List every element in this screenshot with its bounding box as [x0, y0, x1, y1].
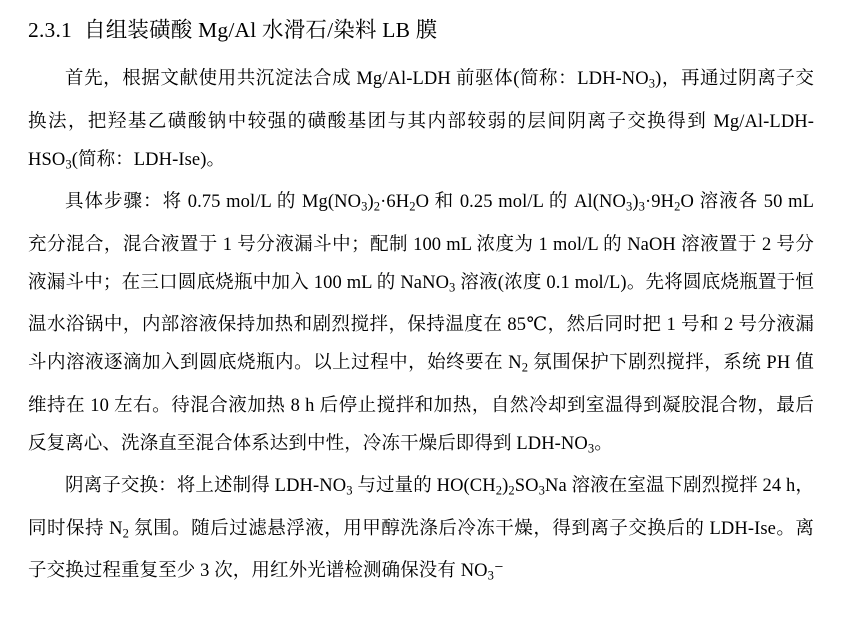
subscript: 2: [521, 360, 529, 375]
subscript: 2: [409, 199, 416, 214]
subscript: 3: [65, 157, 72, 172]
section-number: 2.3.1: [28, 18, 72, 42]
paragraph-p3: 阴离子交换：将上述制得 LDH-$NO_3$ 与过量的 $HO(CH_2)_2SO_3Na$ 溶液在室温下剧烈搅拌 24 h，同时保持 $N_2$ 氛围。随后过滤悬浮液，用甲醇洗涤后冷冻干燥，得到离子交换后的 LDH-Ise。离子交换过程重复至少 3 次，用红外光谱检测确保没有 $NO_3^-$: [28, 476, 814, 583]
subscript: 3: [346, 483, 353, 498]
subscript: 3: [487, 568, 495, 583]
subscript: 3: [625, 199, 633, 214]
subscript: 3: [361, 199, 368, 214]
subscript: 3: [587, 441, 595, 456]
section-title: 自组装磺酸 Mg/Al 水滑石/染料 LB 膜: [84, 18, 438, 42]
paragraph-p1: 首先，根据文献使用共沉淀法合成 Mg/Al-LDH 前驱体(简称：LDH-$NO_3$)，再通过阴离子交换法，把羟基乙磺酸钠中较强的磺酸基团与其内部较弱的层间阴离子交换得到 $Mg/Al-LDH-HSO_3$(简称：LDH-Ise)。: [28, 69, 815, 172]
subscript: 3: [449, 280, 456, 295]
subscript: 2: [508, 483, 515, 498]
body-text: [28, 60, 814, 595]
subscript: 2: [495, 483, 503, 498]
subscript: 2: [373, 199, 381, 214]
subscript: 2: [674, 199, 681, 214]
subscript: 3: [648, 76, 656, 91]
paragraph-p2: 具体步骤：将 0.75 mol/L 的 $Mg(NO_3)_2\cdot 6H_2O$ 和 0.25 mol/L 的 $Al(NO_3)_3\cdot 9H_2O$ 溶液各 50 mL 充分混合，混合液置于 1 号分液漏斗中；配制 100 mL 浓度为 1 mol/L 的 NaOH 溶液置于 2 号分液漏斗中；在三口圆底烧瓶中加入 100 mL 的 NaNO$_3$ 溶液(浓度 0.1 mol/L)。先将圆底烧瓶置于恒温水浴锅中，内部溶液保持加热和剧烈搅拌，保持温度在 85℃，然后同时把 1 号和 2 号分液漏斗内溶液逐滴加入到圆底烧瓶内。以上过程中，始终要在 $N_2$ 氛围保护下剧烈搅拌，系统 PH 值维持在 10 左右。待混合液加热 8 h 后停止搅拌和加热，自然冷却到室温得到凝胶混合物，最后反复离心、洗涤直至混合体系达到中性，冷冻干燥后即得到 LDH-$NO_3$。: [28, 192, 815, 456]
subscript: 3: [538, 483, 545, 498]
page-title: [28, 14, 814, 46]
subscript: 2: [122, 526, 130, 541]
subscript: 3: [638, 199, 646, 214]
